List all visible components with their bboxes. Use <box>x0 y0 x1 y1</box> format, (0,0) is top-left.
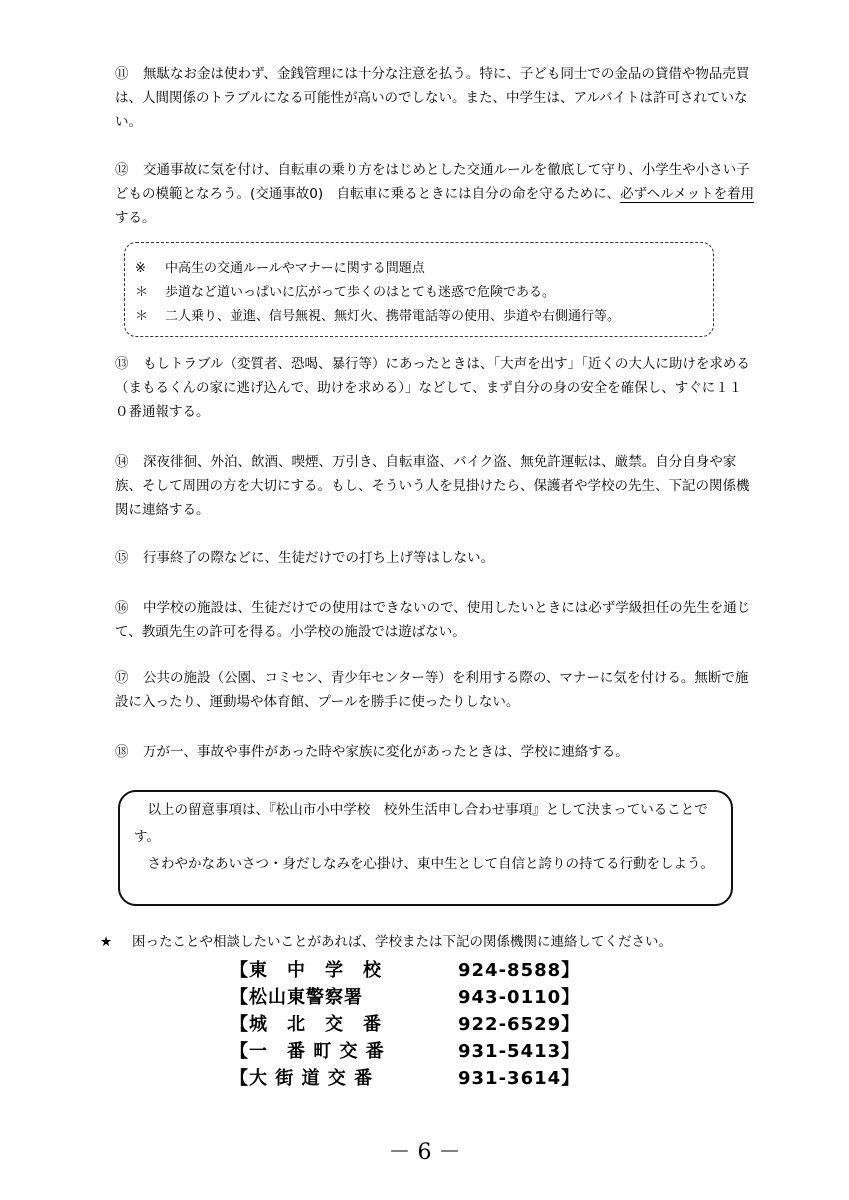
contact-phone: 931-5413】 <box>458 1041 581 1062</box>
item-number: ⑭ <box>115 454 129 470</box>
contact-name: 【大 街 道 交 番 <box>230 1068 374 1089</box>
item-number: ⑰ <box>115 670 129 686</box>
contact-list <box>230 957 580 1092</box>
contact-phone: 943-0110】 <box>458 987 581 1008</box>
rule-item-16 <box>115 596 755 644</box>
item-text: 万が一、事故や事件があった時や家族に変化があったときは、学校に連絡する。 <box>143 744 629 760</box>
rule-item-17 <box>115 666 755 714</box>
contact-name: 【一 番 町 交 番 <box>230 1041 385 1062</box>
contact-name: 【東 中 学 校 <box>230 960 382 981</box>
item-text: 深夜徘徊、外泊、飲酒、喫煙、万引き、自転車盗、バイク盗、無免許運転は、厳禁。自分自身や家族、そして周囲の方を大切にする。もし、そういう人を見掛けたら、保護者や学校の先生、下記の関係機関に連絡する。 <box>115 454 750 518</box>
item-number: ⑪ <box>115 66 129 82</box>
contact-row <box>230 1011 580 1038</box>
contact-row <box>230 1065 580 1092</box>
item-text: 中学校の施設は、生徒だけでの使用はできないので、使用したいときには必ず学級担任の先生を通じて、教頭先生の許可を得る。小学校の施設では遊ばない。 <box>115 600 751 640</box>
item-text: 交通事故に気を付け、自転車の乗り方をはじめとした交通ルールを徹底して守り、小学生や小さい子どもの模範となろう。(交通事故0) 自転車に乗るときには自分の命を守るために、 <box>115 162 750 202</box>
contact-intro-text: 困ったことや相談したいことがあれば、学校または下記の関係機関に連絡してください。 <box>132 934 672 950</box>
helmet-emphasis: 必ずヘルメットを着用 <box>620 186 755 202</box>
star-icon: ★ <box>100 934 113 950</box>
contact-row <box>230 1038 580 1065</box>
item-number: ⑯ <box>115 600 129 616</box>
item-number: ⑫ <box>115 162 129 178</box>
note-line <box>135 305 713 329</box>
contact-phone: 924-8588】 <box>458 960 581 981</box>
contact-name: 【松山東警察署 <box>230 987 363 1008</box>
summary-paragraph: 以上の留意事項は、『松山市小中学校 校外生活申し合わせ事項』として決まっていることです。 <box>134 802 708 845</box>
contact-name: 【城 北 交 番 <box>230 1014 382 1035</box>
item-text: 無駄なお金は使わず、金銭管理には十分な注意を払う。特に、子ども同士での金品の貸借や物品売買は、人間関係のトラブルになる可能性が高いのでしない。また、中学生は、アルバイトは許可されていない。 <box>115 66 750 130</box>
rule-item-15 <box>115 546 755 570</box>
rule-item-18 <box>115 740 755 764</box>
item-text-end: する。 <box>115 210 156 226</box>
item-number: ⑬ <box>115 356 129 372</box>
contact-row <box>230 957 580 984</box>
traffic-note-box <box>124 242 714 337</box>
contact-phone: 931-3614】 <box>458 1068 581 1089</box>
item-number: ⑱ <box>115 744 129 760</box>
note-mark: ＊ <box>135 285 149 300</box>
item-text: もしトラブル（変質者、恐喝、暴行等）にあったときは、「大声を出す」「近くの大人に助けを求める（まもるくんの家に逃げ込んで、助けを求める）」などして、まず自分の身の安全を確保し、すぐに１１０番通報する。 <box>115 356 750 420</box>
rule-item-11 <box>115 62 755 134</box>
note-text: 二人乗り、並進、信号無視、無灯火、携帯電話等の使用、歩道や右側通行等。 <box>165 309 621 324</box>
contact-row <box>230 984 580 1011</box>
rule-item-12 <box>115 158 755 230</box>
item-number: ⑮ <box>115 550 129 566</box>
summary-paragraph: さわやかなあいさつ・身だしなみを心掛け、東中生として自信と誇りの持てる行動をしよう。 <box>134 856 714 872</box>
item-text: 公共の施設（公園、コミセン、青少年センター等）を利用する際の、マナーに気を付ける。無断で施設に入ったり、運動場や体育館、プールを勝手に使ったりしない。 <box>115 670 749 710</box>
note-mark: ＊ <box>135 309 149 324</box>
note-mark: ※ <box>135 261 146 276</box>
rule-item-14 <box>115 450 755 522</box>
note-line <box>135 281 713 305</box>
note-text: 歩道など道いっぱいに広がって歩くのはとても迷惑で危険である。 <box>165 285 556 300</box>
note-line <box>135 257 713 281</box>
contact-intro <box>100 930 760 954</box>
page-number: － 6 － <box>388 1140 461 1165</box>
contact-phone: 922-6529】 <box>458 1014 581 1035</box>
item-text: 行事終了の際などに、生徒だけでの打ち上げ等はしない。 <box>143 550 494 566</box>
summary-box <box>118 790 733 906</box>
note-text: 中高生の交通ルールやマナーに関する問題点 <box>165 261 425 276</box>
rule-item-13 <box>115 352 755 424</box>
